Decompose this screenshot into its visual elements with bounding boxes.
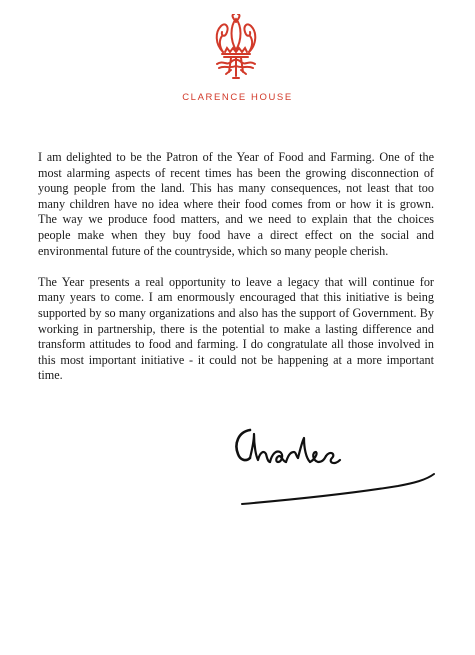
paragraph: The Year presents a real opportunity to leave a legacy that will continue for many years to come. I am enormously encouraged that this initiative is being supported by so many organizations and also has the support of Government. By working in partnership, there is the potential to make a lasting difference and transform attitudes to food and farming. I do congratulate all those involved in this most important initiative - it could not be happening at a more important time. (38, 274, 434, 383)
prince-of-wales-feathers-icon (209, 14, 263, 84)
handwritten-signature-icon (228, 420, 448, 512)
letter-body (38, 150, 434, 400)
letterhead-name: CLARENCE HOUSE (182, 92, 293, 103)
paragraph: I am delighted to be the Patron of the Year of Food and Farming. One of the most alarming aspects of recent times has been the growing disconnection of young people from the land. This has many consequences, not least that too many children have no idea where their food comes from or how it is grown. The way we produce food matters, and we need to explain that the choices people make when they buy food have a direct effect on the social and environmental future of the countryside, which so many people cherish. (38, 150, 434, 258)
